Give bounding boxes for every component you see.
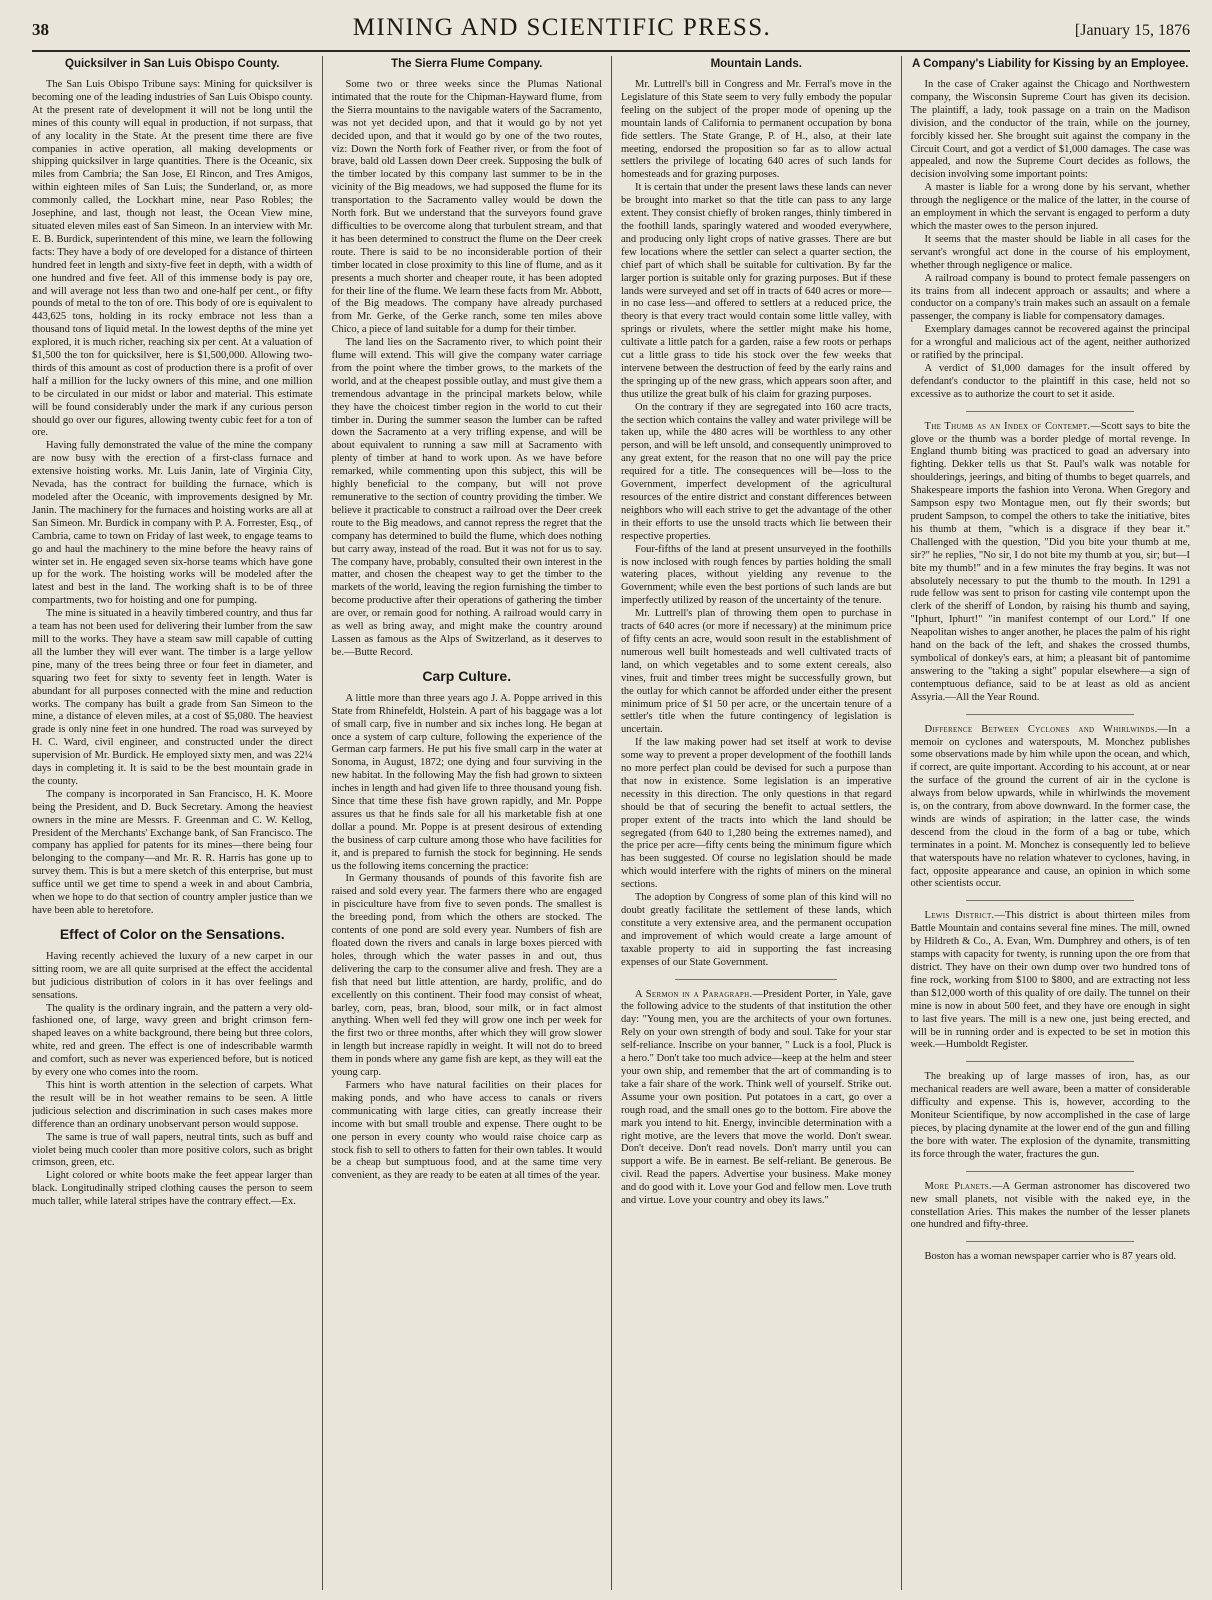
article-paragraph: The adoption by Congress of some plan of this kind will no doubt greatly facilitate the settlement of these lands, which constitute a very extensive area, and the permanent occupation and improvement of which would create a large amount of taxable property to aid in supporting the fast increasing expenses of our State Government. bbox=[621, 892, 892, 968]
column-divider bbox=[966, 411, 1134, 412]
publication-title: MINING AND SCIENTIFIC PRESS. bbox=[352, 14, 772, 41]
article-paragraph: A verdict of $1,000 damages for the insult offered by defendant's conductor to the plaintiff in this case, held not so excessive as to authorize the court to set it aside. bbox=[910, 362, 1190, 400]
article-paragraph: On the contrary if they are segregated into 160 acre tracts, the section which contains the valley and water privilege will be taken up, while the 480 acres will be worthless to any other person, and will be left unsold, and consequently unimproved to any great extent, for the reason that no one will pay the price required for a title. The consequences will be—loss to the Government, imperfect development of the agricultural resources of the entire district and constant differences between neighbors who will each strive to get the advantage of the other in their efforts to use the unsold tracts which lie between their respective properties. bbox=[621, 401, 892, 542]
paragraph-body: —This district is about thirteen miles from Battle Mountain and contains several fine mines. The mill, owned by Hildreth & Co., A. Evan, Wm. Dumphrey and others, is of ten stamps with capacity for twenty, is running upon the ore from that district. They have on their own dump over two hundred tons of fine rock, working from $100 to $800, and are extracting not less than $12,000 worth of this quality of ore daily. The tunnel on their mine is now in about 500 feet, and they have ore enough in sight to last five years. The mill is a new one, just being erected, and will be in running order and is expected to be set in motion this week.—Humboldt Register. bbox=[910, 910, 1190, 1051]
issue-date: [January 15, 1876 bbox=[1074, 22, 1190, 39]
article-columns bbox=[32, 56, 1190, 1590]
article-paragraph: In the case of Craker against the Chicago and Northwestern company, the Wisconsin Supreme Court has given its decision. The plaintiff, a lady, took passage on a train on the Madison division, and the conductor of the train, while on the journey, forcibly kissed her. She brought suit against the company in the Circuit Court, and got a verdict of $1,000 damages. The case was appealed, and now the Supreme Court decides as follows, the decision involving some important points: bbox=[910, 79, 1190, 181]
article-paragraph: The land lies on the Sacramento river, to which point their flume will extend. This will give the company water carriage from the point where the timber grows, to the markets of the world, and at the cheapest possible outlay, and must give them a tremendous advantage in the principal markets below, while they have the choicest timber region in the world to cut their timber in. During the summer season the lumber can be rafted down the Sacramento at a very trifling expense, and will be about equivalent to running a saw mill at Sacramento with plenty of timber at hand to work upon. As we have before remarked, while commenting upon this subject, this will be highly beneficial to the company, but will not prove remunerative to the section of country providing the timber. We believe it practicable to construct a railroad over the Deer creek route to the Big meadows, and cannot repress the regret that the company has determined to build the flume, which does nothing but carry away, instead of the road. But it was not for us to say. The company have, probably, consulted their own interest in the matter, and chosen the cheapest way to get the timber to the markets of the world, leaving the region furnishing the timber to become productive after their operations of gathering the timber are over, or remain good for nothing. A railroad would carry in as well as bring away, and might make the country around Lassen as famous as the Alps of Switzerland, as it deserves to be.—Butte Record. bbox=[331, 337, 602, 658]
article-heading: A Company's Liability for Kissing by an Employee. bbox=[912, 58, 1189, 70]
article-paragraph: Mr. Luttrell's bill in Congress and Mr. Ferral's move in the Legislature of this State seem to very fully embody the popular feeling on the subject of the proper mode of opening up the mountain lands of California to permanent occupation by bona fide settlers. The State Grange, P. of H., also, at their late meeting, endorsed the proposition so far as to allow actual settlers the privilege of locating 640 acres of such lands for homesteads and for grazing purposes. bbox=[621, 79, 892, 181]
column-4 bbox=[901, 56, 1191, 1590]
article-paragraph: The mine is situated in a heavily timbered country, and thus far a team has not been used for delivering their lumber from the saw mill to the works. They have a steam saw mill capable of cutting all the lumber they will ever want. The timber is a large yellow pine, many of the trees being three or four feet in diameter, and squaring two feet for sixty to seventy feet in length. Water is abundant for all purposes connected with the mine and reduction works. The company has built a grade from San Simeon to the mine, a distance of eleven miles, at a cost of $5,080. The heaviest grade is only nine feet in one hundred. The road was surveyed by H. C. Ward, civil engineer, and constructed under the direct supervision of Mr. Burdick. He employed sixty men, and was 22¼ days in completing it. It is said to be the best mountain grade in the county. bbox=[32, 608, 313, 787]
column-divider bbox=[966, 900, 1134, 901]
paragraph-body: —President Porter, in Yale, gave the following advice to the students of that institution the other day: "Young men, you are the architects of your own fortunes. Rely on your own strength of body and soul. Take for your star self-reliance. Inscribe on your banner, " Luck is a fool, Pluck is a hero." Don't take too much advice—keep at the helm and steer your own ship, and remember that the art of commanding is to take a fair share of the work. Think well of yourself. Strike out. Assume your own position. Put potatoes in a cart, go over a rough road, and the small ones go to the bottom. Fire above the mark you intend to hit. Energy, invincible determination with a right motive, are the levers that move the world. Don't swear. Don't deceive. Don't read novels. Don't marry until you can support a wife. Be in earnest. Be self-reliant. Be generous. Be civil. Read the papers. Advertise your business. Make money and do good with it. Love your God and fellow men. Love truth and virtue. Love your country and obey its laws." bbox=[621, 988, 892, 1207]
article-heading: Effect of Color on the Sensations. bbox=[59, 925, 285, 942]
paragraph-lead-in: More Planets. bbox=[924, 1180, 992, 1192]
page-number: 38 bbox=[32, 20, 49, 39]
article-paragraph: Light colored or white boots make the feet appear larger than black. Longitudinally striped clothing causes the person to seem much taller, while lateral stripes have the contrary effect.—Ex. bbox=[32, 1170, 313, 1208]
column-1 bbox=[32, 56, 322, 1590]
article-paragraph: If the law making power had set itself at work to devise some way to prevent a proper development of the foothill lands no more perfect plan could be devised for such a purpose than that now in existence. Some legislation is an imperative necessity in this direction. The only questions in that regard should be that of securing the benefit to actual settlers, the proper extent of the tracts into which the land should be segregated (from 640 to 1,280 being the extremes named), and the price per acre—fifty cents being the minimum figure which has been suggested. Of course no legislation should be made which would interfere with the rights of miners on the mineral sections. bbox=[621, 737, 892, 891]
column-2 bbox=[322, 56, 612, 1590]
article-paragraph: Exemplary damages cannot be recovered against the principal for a wrongful and malicious act of the agent, neither authorized or ratified by the principal. bbox=[910, 324, 1190, 362]
column-divider bbox=[966, 1061, 1134, 1062]
article-paragraph bbox=[621, 989, 892, 1208]
column-3 bbox=[611, 56, 901, 1590]
article-paragraph bbox=[911, 910, 1191, 1052]
column-divider bbox=[966, 714, 1134, 715]
article-paragraph: Some two or three weeks since the Plumas National intimated that the route for the Chipman-Hayward flume, from the Sierra mountains to the navigable waters of the Sacramento, was not yet decided upon, and that it would go by not yet decided upon, and that it would go by one of the two routes, viz: Down the North fork of Feather river, or from the foot of brave, bald old Lassen down Deer creek. Supposing the bulk of the timber located by this company last summer to be in the vicinity of the Big meadows, we had supposed the flume for its transportation to the Sacramento valley would be down the North fork. But we understand that the surveyors found grave difficulties to be overcome along that turbulent stream, and that it has been determined to construct the flume on the Deer creek route. There is said to be no inconsiderable portion of their timber located in close proximity to this line of flume, and as it presents a much shorter and cheaper route, it has been adopted for their line of the flume. We learn these facts from Mr. Abbott, of the Big meadows. The company have already purchased from Mr. Gerke, of the Gerke ranch, some ten miles above Chico, a piece of land suitable for a dump for their timber. bbox=[331, 79, 602, 336]
column-divider bbox=[966, 1171, 1134, 1172]
article-paragraph: The San Luis Obispo Tribune says: Mining for quicksilver is becoming one of the leading industries of San Luis Obispo county. At the present rate of development it will not be long until the mines of this county will equal in production, if not surpass, that of any locality in the State. At the present time there are five companies in active operation, all making developments or shipping quicksilver in large quantities. There is the Oceanic, six miles from Cambria; the San Jose, El Rincon, and Tres Amigos, within eighteen miles of San Luis; the Sunderland, or, as more commonly called, the Lockhart mine, near Paso Robles; the Josephine, and last, though not least, the Ocean View mine, situated eleven miles east of San Simeon. In an interview with Mr. E. B. Burdick, superintendent of this mine, we learn the following facts: They have a body of ore developed for a distance of thirteen hundred feet in length and sixty-five feet in depth, with a width of one hundred and five feet. All of this immense body is pay ore, and will average not less than two and one-half per cent., or fifty pounds of metal to the ton of ore. This body of ore is equivalent to 443,625 tons, holding in its rocky embrace not less than a thousand tons of liquid metal. In the lowest depths of the mine yet explored, it is much richer, reaching six per cent. At a valuation of $1,500 the ton for quicksilver, here is $1,500,000. Allowing two-thirds of this amount as cost of production there is a profit of over half a million for the lucky owners of this mine, and one million to be circulated in our midst or labor and material. This estimate will be found considerably under the mark if any curious person should go over our figures, allowing twenty cubic feet for a ton of ore. bbox=[32, 79, 313, 439]
article-heading: Quicksilver in San Luis Obispo County. bbox=[65, 58, 280, 70]
article-paragraph: Having recently achieved the luxury of a new carpet in our sitting room, we are all quite surprised at the effect the accidental but judicious distribution of colors in it has over feelings and sensations. bbox=[32, 950, 313, 1001]
article-heading: Mountain Lands. bbox=[710, 58, 802, 70]
article-paragraph: The quality is the ordinary ingrain, and the pattern a very old-fashioned one, of large, wavy green and bright crimson fern-shaped leaves on a white background, there being but three colors, white, red and green. The effect is one of indescribable warmth and comfort, such as never was experienced before, but is noticed by every one who comes into the room. bbox=[32, 1002, 313, 1079]
paragraph-lead-in: The Thumb as an Index of Contempt. bbox=[924, 420, 1091, 432]
article-paragraph: Farmers who have natural facilities on their places for making ponds, and who have access to canals or rivers communicating with large cities, can greatly increase their income with but small trouble and expense. There ought to be one person in every county who would raise choice carp as stock fish to sell to others to fatten for their own tables. It would be a cheap but sumptuous food, and at the same time very convenient, as they are ready to be eaten at all times of the year. bbox=[331, 1079, 602, 1182]
paragraph-body: —Scott says to bite the glove or the thumb was a border pledge of mortal revenge. In England thumb biting was practiced to goad an adversary into fighting. Dekker tells us that St. Paul's walk was notable for shoulderings, jeerings, and biting of thumbs to beget quarrels, and Shakespeare imports the fashion into Verona. When Gregory and Sampson espy two Montague men, out fly their swords; but prudent Sampson, to compel the others to take the initiative, bites his thumb at them, "which is a disgrace if they bear it." Challenged with the question, "Did you bite your thumb at me, sir?" he replies, "No sir, I do not bite my thumb at you, sir; but—I bite my thumb!" and in a few minutes the fray begins. It was not absolutely necessary to put the thumb to the mouth. In 1291 a rude fellow was sent to prison for casting vile contempt upon the clerk of the sheriff of London, by raising his thumb and saying, "Iphurt, Iphurt!" "in manifest contempt of our Lord." If one Neapolitan wishes to anger another, he places the palm of his right hand on the back of the left, and shakes the crossed thumbs, symbolical of donkey's ears, at him; a pleasant bit of pantomime answering to the "taking a sight" popular elsewhere—a sign of contemptuous defiance, said to be at least as old as ancient Assyria.—All the Year Round. bbox=[910, 420, 1190, 703]
article-paragraph: In Germany thousands of pounds of this favorite fish are raised and sold every year. The farmers there who are engaged in pisciculture have from five to seven ponds. The smallest is the breeding pond, from which the others are stocked. The contents of one pond are sold every year. Numbers of fish are floated down the rivers and canals in large boxes pierced with holes, through which the water passes in and out, thus delivering the carp to the consumer alive and fresh. They are a fish that need but little attention, are hardy, prolific, and do excellently on this continent. Their food may consist of wheat, barley, corn, peas, bran, blood, sour milk, or in fact almost anything. When well fed they will grow one inch per week for the first two or three months, after which they will grow slower in length but increase rapidly in weight. It will not do to breed them in ponds where any game fish are kept, as they will eat the young carp. bbox=[331, 873, 602, 1079]
article-paragraph: This hint is worth attention in the selection of carpets. What the result will be in hot weather remains to be seen. A little judicious selection and discrimination in such cases makes more difference than an ordinary unobservant person would suppose. bbox=[32, 1079, 313, 1130]
article-paragraph: Mr. Luttrell's plan of throwing them open to purchase in tracts of 640 acres (or more if necessary) at the minimum price of fifty cents an acre, would soon result in the establishment of numerous well built homesteads and well cultivated tracts of land, on which vegetables and to some extent cereals, also vines, fruit and timber trees might be successfully grown, but the outlay for which cannot be afforded under either the present minimum price of $1 50 per acre, or the uncertain tenure of a settler's title when the future contingency of legislation is uncertain. bbox=[621, 608, 892, 736]
article-paragraph: The same is true of wall papers, neutral tints, such as buff and violet being much cooler than more positive colors, such as bright crimson, green, etc. bbox=[32, 1131, 313, 1169]
article-paragraph: Four-fifths of the land at present unsurveyed in the foothills is now inclosed with rough fences by parties holding the small watering places, without yielding any revenue to the Government; while even the best portions of such lands are but imperfectly utilized by reason of the uncertainty of the tenure. bbox=[621, 543, 892, 607]
paragraph-body: —A German astronomer has discovered two new small planets, not visible with the naked eye, in the constellation Aries. This makes the number of the lesser planets one hundred and fifty-three. bbox=[910, 1180, 1190, 1231]
article-paragraph: Having fully demonstrated the value of the mine the company are now busy with the erection of a first-class furnace and extensive hoisting works. Mr. Luis Janin, late of Virginia City, Nevada, has the contract for building the furnace, which is modeled after the Oceanic, with improvements designed by Mr. Janin. The machinery for the furnaces and hoisting works are all at San Simeon. Mr. Burdick in company with P. A. Forrester, Esq., of Cambria, came to town on Friday of last week, to engage teams to go and haul the machinery to the mine before the heavy rains of winter set in. He engaged seven six-horse teams which have gone up for the work. The hoisting works will be modeled after the latest and best in the land. The working shaft is to be of three compartments, two for hoisting and one for pumping. bbox=[32, 440, 313, 607]
article-paragraph: A railroad company is bound to protect female passengers on its trains from all indecent approach or assaults; and where a conductor on a company's train makes such an assault on a female passenger, the company is liable for compensatory damages. bbox=[910, 272, 1190, 323]
article-paragraph bbox=[911, 421, 1191, 705]
article-paragraph bbox=[911, 1181, 1191, 1233]
article-paragraph: It seems that the master should be liable in all cases for the servant's wrongful act done in the course of his employment, whether through negligence or malice. bbox=[910, 233, 1190, 271]
paragraph-lead-in: A Sermon in a Paragraph. bbox=[635, 988, 753, 1000]
article-paragraph bbox=[911, 724, 1191, 892]
article-paragraph: It is certain that under the present laws these lands can never be brought into market so that the title can pass to any large extent. They consist chiefly of broken ranges, thinly timbered in the foothill lands, sparingly watered and wooded everywhere, and producing only light crops of native grasses. There are but few locations where the settler can select a quarter section, the chief part of which shall be suitable for cultivation. By far the larger portion is suitable only for grazing purposes. But if these lands were surveyed and set off in tracts of 640 acres or more—in no case less—and offered to settlers at a reduced price, the theory is that every tract would contain some little valley, with springs or rivulets, where the settler might make his home, cultivate a little patch for a garden, raise a few roots or perhaps cut a little grass to tide his stock over the few weeks that intervene between the destruction of feed by the early rains and the springing up of the new grass, which appears soon after, and thus utilize the great bulk of his claim for grazing purposes. bbox=[621, 182, 892, 400]
column-divider bbox=[675, 979, 837, 980]
paragraph-lead-in: Difference Between Cyclones and Whirlwinds. bbox=[924, 723, 1158, 735]
article-heading: The Sierra Flume Company. bbox=[391, 58, 543, 70]
column-divider bbox=[966, 1241, 1134, 1242]
article-paragraph: The company is incorporated in San Francisco, H. K. Moore being the President, and D. Buck Secretary. Among the heaviest owners in the mine are Messrs. F. Greenman and C. W. Kellog, President of the Merchants' Exchange bank, of San Francisco. The company has applied for patents for its mines—there being four belonging to the company—and Mr. R. R. Harris has gone up to survey them. This is but a mere sketch of this enterprise, but must suffice until we get time to spend a week in and about Cambria, when we hope to do that section of country ampler justice than we have been able to heretofore. bbox=[32, 788, 313, 916]
article-heading: Carp Culture. bbox=[422, 667, 512, 684]
masthead bbox=[32, 14, 1190, 52]
article-paragraph: A master is liable for a wrong done by his servant, whether through the negligence or the malice of the latter, in the course of an employment in which the servant is engaged to perform a duty which the master owes to the person injured. bbox=[910, 182, 1190, 232]
article-paragraph: A little more than three years ago J. A. Poppe arrived in this State from Rhinefeldt, Holstein. A part of his baggage was a lot of small carp, five in number and six inches long. He began at once a system of carp culture, following the experience of the German carp farmers. He put his five small carp in the water at Sonoma, in August, 1872; one dying and four surviving in the new habitat. In the following May the fish had grown to sixteen inches in length and had given life to three thousand young fish. Since that time these fish have grown rapidly, and Mr. Poppe assures us that he finds sale for all his marketable fish at one dollar a pound. Mr. Poppe is at present desirous of extending the business of carp culture among those who have facilities for it, and is prepared to furnish the stock for beginning. He sends us the following items concerning the practice: bbox=[331, 692, 602, 872]
article-paragraph: Boston has a woman newspaper carrier who is 87 years old. bbox=[924, 1251, 1177, 1263]
paragraph-body: —In a memoir on cyclones and waterspouts, M. Monchez publishes some observations made by him while upon the ocean, and which, if correct, are quite important. According to his account, at or near the surface of the ground the current of air in the cyclone is always from below upwards, while in whirlwinds the movement is, on the contrary, from above downward. In the former case, the winds are winds of aspiration; in the latter case, the winds descend from the cloud in the form of a bag or tube, which terminates in a point. M. Monchez is consequently led to believe that waterspouts have no relation whatever to cyclones, having, in fact, opposite appearance and cause, an opinion in which some other scientists occur. bbox=[910, 723, 1190, 890]
paragraph-lead-in: Lewis District. bbox=[924, 910, 995, 922]
article-paragraph: The breaking up of large masses of iron, has, as our mechanical readers are well aware, been a matter of considerable difficulty and expense. This is, however, according to the Moniteur Scientifique, by now accomplished in the case of large pieces, by placing dynamite at the lower end of the gun and filling the bore with water. The explosion of the dynamite, transmitting its force through the water, fractures the gun. bbox=[910, 1071, 1190, 1160]
